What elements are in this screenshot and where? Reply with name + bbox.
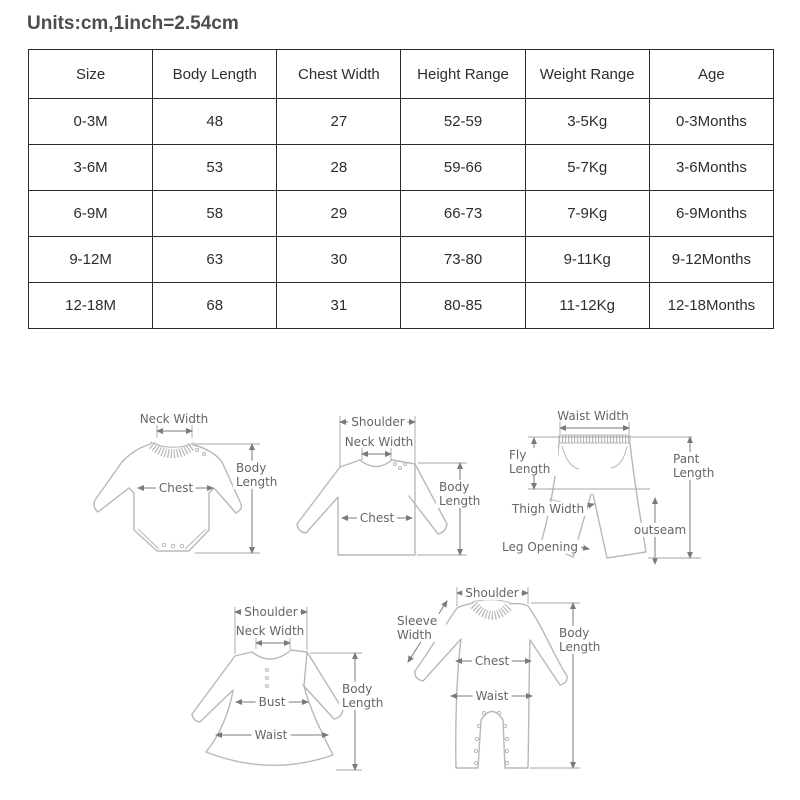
table-cell: 53	[153, 145, 277, 191]
column-header: Height Range	[401, 50, 525, 99]
table-row	[29, 145, 774, 191]
table-cell: 12-18Months	[649, 283, 773, 329]
romper-chest-label: Chest	[472, 654, 512, 668]
table-cell: 29	[277, 191, 401, 237]
table-header-row	[29, 50, 774, 99]
table-row	[29, 237, 774, 283]
table-cell: 9-11Kg	[525, 237, 649, 283]
pants-pant-length-label: Pant Length	[670, 452, 722, 480]
tshirt-shoulder-label: Shoulder	[348, 415, 407, 429]
table-cell: 9-12Months	[649, 237, 773, 283]
bodysuit-neck-width-label: Neck Width	[139, 411, 209, 426]
table-cell: 9-12M	[29, 237, 153, 283]
table-cell: 27	[277, 99, 401, 145]
pants-thigh-width-label: Thigh Width	[509, 502, 587, 516]
column-header: Size	[29, 50, 153, 99]
table-cell: 73-80	[401, 237, 525, 283]
pants-leg-opening-label: Leg Opening	[499, 540, 581, 554]
pants-outseam-label: outseam	[631, 523, 689, 537]
column-header: Weight Range	[525, 50, 649, 99]
table-body	[29, 99, 774, 329]
table-cell: 0-3M	[29, 99, 153, 145]
romper-body-length-label: Body Length	[556, 626, 608, 654]
bodysuit-body-length-label: Body Length	[233, 461, 285, 489]
column-header: Body Length	[153, 50, 277, 99]
table-cell: 31	[277, 283, 401, 329]
table-cell: 3-5Kg	[525, 99, 649, 145]
bodysuit-chest-label: Chest	[156, 481, 196, 495]
measurement-diagrams	[0, 400, 800, 800]
tshirt-neck-width-label: Neck Width	[344, 434, 414, 449]
dress-shoulder-label: Shoulder	[241, 605, 300, 619]
table-header	[29, 50, 774, 99]
table-cell: 63	[153, 237, 277, 283]
table-cell: 28	[277, 145, 401, 191]
dress-bust-label: Bust	[256, 695, 289, 709]
table-cell: 52-59	[401, 99, 525, 145]
tshirt-chest-label: Chest	[357, 511, 397, 525]
romper-sleeve-width-label: Sleeve Width	[394, 614, 446, 642]
table-cell: 59-66	[401, 145, 525, 191]
dress-waist-label: Waist	[252, 728, 291, 742]
table-cell: 6-9Months	[649, 191, 773, 237]
table-cell: 5-7Kg	[525, 145, 649, 191]
romper-waist-label: Waist	[473, 689, 512, 703]
table-row	[29, 191, 774, 237]
pants-fly-length-label: Fly Length	[506, 448, 558, 476]
table-cell: 58	[153, 191, 277, 237]
table-cell: 68	[153, 283, 277, 329]
table-cell: 3-6M	[29, 145, 153, 191]
column-header: Age	[649, 50, 773, 99]
units-note: Units:cm,1inch=2.54cm	[27, 13, 239, 34]
size-table	[28, 49, 774, 329]
table-cell: 48	[153, 99, 277, 145]
table-cell: 3-6Months	[649, 145, 773, 191]
table-cell: 11-12Kg	[525, 283, 649, 329]
table-cell: 6-9M	[29, 191, 153, 237]
dress-body-length-label: Body Length	[339, 682, 391, 710]
pants-waist-width-label: Waist Width	[557, 408, 629, 423]
table-row	[29, 283, 774, 329]
column-header: Chest Width	[277, 50, 401, 99]
table-cell: 12-18M	[29, 283, 153, 329]
table-cell: 30	[277, 237, 401, 283]
dress-neck-width-label: Neck Width	[235, 623, 305, 638]
romper-shoulder-label: Shoulder	[462, 586, 521, 600]
table-cell: 7-9Kg	[525, 191, 649, 237]
table-cell: 0-3Months	[649, 99, 773, 145]
table-cell: 80-85	[401, 283, 525, 329]
tshirt-body-length-label: Body Length	[436, 480, 488, 508]
table-cell: 66-73	[401, 191, 525, 237]
table-row	[29, 99, 774, 145]
